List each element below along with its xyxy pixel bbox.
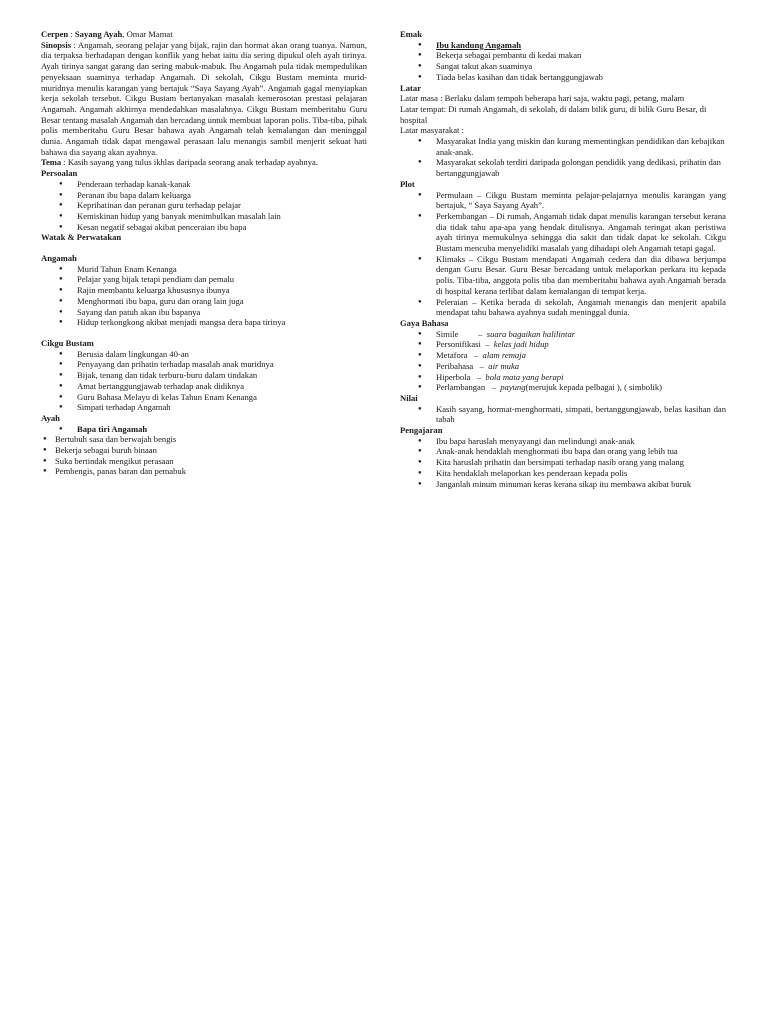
latar-masa: Latar masa : Berlaku dalam tempoh beberapa hari saja, waktu pagi, petang, malam	[400, 93, 685, 104]
nilai-list	[400, 404, 726, 425]
list-item: ● Simile – suara bagaikan halilintar	[400, 329, 726, 340]
nilai-heading: Nilai	[400, 392, 418, 403]
list-item: ● Tiada belas kasihan dan tidak bertanggungjawab	[400, 72, 726, 83]
gaya-heading: Gaya Bahasa	[400, 317, 449, 328]
list-item: ● Bijak, tenang dan tidak terburu-buru dalam tindakan	[41, 370, 367, 381]
list-item: ● Sangat takut akan suaminya	[400, 61, 726, 72]
list-item: ● Hiperbola – bola mata yang berapi	[400, 372, 726, 383]
list-item: ● Berusia dalam lingkungan 40-an	[41, 349, 367, 360]
cerpen-line	[41, 29, 367, 40]
right-column	[400, 29, 726, 489]
ayah-subheading: ● Bapa tiri Angamah	[41, 424, 367, 435]
gaya-example: kelas jadi hidup	[493, 339, 549, 350]
list-item: ● Amat bertanggungjawab terhadap anak didiknya	[41, 381, 367, 392]
gaya-example: payung	[500, 382, 526, 393]
ayah-sub-list	[41, 424, 367, 435]
latar-masyarakat-label: Latar masyarakat :	[400, 125, 464, 136]
list-item: ● Kasih sayang, hormat-menghormati, simpati, bertanggungjawab, belas kasihan dan tabah	[400, 404, 726, 425]
cerpen-label: Cerpen	[41, 29, 69, 39]
list-item: ● Peribahasa – air muka	[400, 361, 726, 372]
gaya-example: suara bagaikan halilintar	[486, 328, 576, 339]
list-item: ● Keprihatinan dan peranan guru terhadap pelajar	[41, 200, 367, 211]
list-item: ● Hidup terkongkong akibat menjadi mangsa dera bapa tirinya	[41, 317, 367, 328]
list-item: ● Metafora – alam remaja	[400, 350, 726, 361]
list-item: ● Kita haruslah prihatin dan bersimpati terhadap nasib orang yang malang	[400, 457, 726, 468]
list-item: ● Guru Bahasa Melayu di kelas Tahun Enam Kenanga	[41, 392, 367, 403]
list-item: ● Klimaks – Cikgu Bustam mendapati Angamah cedera dan dia dibawa berjumpa dengan Guru Besar. Guru Besar bercadang untuk melaporkan perkara itu kepada polis. Tiba-tiba, anggota polis tiba dan memberitahu bahawa ayah Angamah berada di hospital kerana terlibat dalam kemalangan di tempat kerja.	[400, 254, 726, 297]
cerpen-sep: :	[68, 29, 75, 39]
pengajaran-list	[400, 436, 726, 490]
gaya-name: ● Peribahasa	[436, 360, 474, 371]
story-title: Sayang Ayah	[74, 29, 123, 39]
list-item: ● Bekerja sebagai buruh binaan	[41, 445, 367, 456]
sinopsis-paragraph	[41, 40, 367, 158]
tema-line	[41, 157, 367, 168]
gaya-note: (merujuk kepada pelbagai ), ( simbolik)	[525, 382, 663, 393]
gaya-name: ● Perlambangan	[436, 382, 486, 393]
story-author: , Omar Mamat	[122, 29, 173, 39]
tema-text: : Kasih sayang yang tulus ikhlas daripada seorang anak terhadap ayahnya.	[61, 157, 318, 168]
list-item: ● Bertubuh sasa dan berwajah bengis	[41, 434, 367, 445]
list-item: ● Menghormati ibu bapa, guru dan orang lain juga	[41, 296, 367, 307]
gaya-name: ● Metafora	[436, 350, 468, 361]
list-item: ● Masyarakat sekolah terdiri daripada golongan pendidik yang dedikasi, prihatin dan bertanggungjawab	[400, 157, 726, 178]
emak-subheading: ● Ibu kandung Angamah	[400, 40, 726, 51]
gaya-name: ● Simile	[436, 328, 459, 339]
persoalan-list	[41, 179, 367, 233]
sinopsis-text: : Angamah, seorang pelajar yang bijak, rajin dan hormat akan orang tuanya. Namun, dia terpaksa berhadapan dengan konflik yang hebat iaitu dia sering dipukul oleh ayah tirinya. Ayah tirinya sangat garang dan sering mabuk-mabuk. Ibu Angamah pula tidak mempedulikan penyeksaan suaminya terhadap Angamah. Di sekolah, Cikgu Bustam meminta murid-muridnya menulis karangan yang bertajuk “Saya Sayang Ayah”. Angamah gagal menyiapkan kerja sekolah tersebut. Cikgu Bustam bertanyakan masalah kemerosotan prestasi pelajaran Angamah. Angamah akhirnya mendedahkan masalahnya. Cikgu Bustam memberitahu Guru Besar tentang masalah Angamah dan bercadang untuk membuat laporan polis. Tiba-tiba, pihak polis memberitahu Guru Besar bahawa ayah Angamah telah kemalangan dan meninggal dunia. Angamah tidak dapat mengawal perasaan lalu menangis sambil menjerit sekuat hati bahawa dia sayang akan ayahnya.	[41, 39, 367, 157]
list-item: ● Masyarakat India yang miskin dan kurang mementingkan pendidikan dan kebajikan anak-anak.	[400, 136, 726, 157]
list-item: ● Permulaan – Cikgu Bustam meminta pelajar-pelajarnya menulis karangan yang bertajuk, “ Saya Sayang Ayah”.	[400, 190, 726, 211]
list-item: ● Peranan ibu bapa dalam keluarga	[41, 190, 367, 201]
persoalan-heading: Persoalan	[41, 168, 78, 179]
list-item: ● Suka bertindak mengikut perasaan	[41, 456, 367, 467]
list-item: ● Simpati terhadap Angamah	[41, 402, 367, 413]
cikgu-list	[41, 349, 367, 413]
list-item: ● Kesan negatif sebagai akibat penceraian ibu bapa	[41, 222, 367, 233]
list-item: ● Peleraian – Ketika berada di sekolah, Angamah menangis dan menjerit apabila mendapat tahu bahawa ayahnya sudah meninggal dunia.	[400, 297, 726, 318]
gaya-example: alam remaja	[482, 350, 526, 361]
gaya-list	[400, 329, 726, 393]
tema-label: Tema	[41, 157, 62, 168]
list-item: ● Personifikasi – kelas jadi hidup	[400, 339, 726, 350]
angamah-list	[41, 264, 367, 328]
list-item: ● Ibu bapa haruslah menyayangi dan melindungi anak-anak	[400, 436, 726, 447]
plot-heading: Plot	[400, 178, 415, 189]
list-item: ● Murid Tahun Enam Kenanga	[41, 264, 367, 275]
list-item: ● Bekerja sebagai pembantu di kedai makan	[400, 50, 726, 61]
cikgu-heading: Cikgu Bustam	[41, 337, 94, 348]
list-item: ● Pelajar yang bijak tetapi pendiam dan pemalu	[41, 274, 367, 285]
latar-tempat: Latar tempat: Di rumah Angamah, di sekolah, di dalam bilik guru, di bilik Guru Besar, di hospital	[400, 103, 707, 125]
gaya-example: air muka	[488, 360, 520, 371]
angamah-heading: Angamah	[41, 253, 77, 264]
latar-heading: Latar	[400, 82, 422, 93]
list-item: ● Perkembangan – Di rumah, Angamah tidak dapat menulis karangan tersebut kerana dia tidak tahu apa-apa yang hendak ditulisnya. Angamah teringat akan peristiwa ayah tirinya memukulnya sehingga dia sakit dan tidak dapat ke sekolah. Cikgu Bustam mencuba menyelidiki masalah yang dihadapi oleh Angamah tetapi gagal.	[400, 211, 726, 254]
list-item: ● Kemiskinan hidup yang banyak menimbulkan masalah lain	[41, 211, 367, 222]
latar-masyarakat-list	[400, 136, 726, 179]
gaya-name: ● Hiperbola	[436, 371, 471, 382]
watak-heading: Watak & Perwatakan	[41, 232, 122, 243]
list-item: ● Janganlah minum minuman keras kerana sikap itu membawa akibat buruk	[400, 479, 726, 490]
list-item: ● Penyayang dan prihatin terhadap masalah anak muridnya	[41, 359, 367, 370]
list-item: ● Perlambangan – payung (merujuk kepada pelbagai ), ( simbolik)	[400, 382, 726, 393]
gaya-example: bola mata yang berapi	[485, 371, 564, 382]
emak-list	[400, 40, 726, 83]
list-item: ● Kita hendaklah melaporkan kes penderaan kepada polis	[400, 468, 726, 479]
ayah-list	[41, 434, 367, 477]
plot-list	[400, 190, 726, 318]
list-item: ● Penderaan terhadap kanak-kanak	[41, 179, 367, 190]
list-item: ● Rajin membantu keluarga khususnya ibunya	[41, 285, 367, 296]
pengajaran-heading: Pengajaran	[400, 425, 443, 436]
list-item: ● Anak-anak hendaklah menghormati ibu bapa dan orang yang lebih tua	[400, 446, 726, 457]
emak-heading: Emak	[400, 29, 422, 39]
sinopsis-label: Sinopsis	[41, 39, 72, 50]
list-item: ● Pembengis, panas baran dan pemabuk	[41, 466, 367, 477]
gaya-name: ● Personifikasi	[436, 339, 481, 350]
list-item: ● Sayang dan patuh akan ibu bapanya	[41, 307, 367, 318]
ayah-heading: Ayah	[41, 412, 60, 423]
left-column	[41, 29, 367, 477]
